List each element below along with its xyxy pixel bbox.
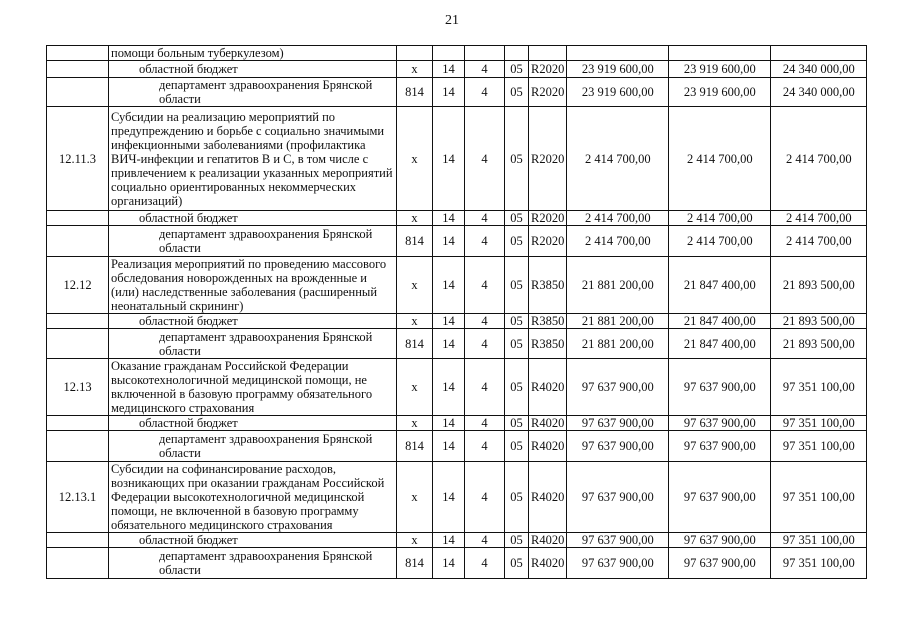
table-row: [47, 329, 867, 359]
section-code-cell: 14: [433, 61, 465, 78]
row-name-cell: помощи больным туберкулезом): [109, 46, 397, 61]
row-number-cell: [47, 314, 109, 329]
target-article-code-cell: R4020: [529, 416, 567, 431]
amount-year-1-cell: 97 637 900,00: [567, 533, 669, 548]
grbs-code-cell: x: [397, 61, 433, 78]
row-name-cell: Оказание гражданам Российской Федерации высокотехнологичной медицинской помощи, не включенной в базовую программу обязательного медицинского страхования: [109, 359, 397, 416]
row-number-cell: 12.12: [47, 257, 109, 314]
grbs-code-cell: x: [397, 359, 433, 416]
amount-year-1-cell: 97 637 900,00: [567, 548, 669, 579]
amount-year-2-cell: 21 847 400,00: [669, 257, 771, 314]
target-article-code-cell: R3850: [529, 329, 567, 359]
section-code-cell: 14: [433, 257, 465, 314]
subsection-code-cell: 4: [465, 431, 505, 462]
section-code-cell: 14: [433, 78, 465, 107]
amount-year-3-cell: 97 351 100,00: [771, 431, 867, 462]
section-code-cell: 14: [433, 211, 465, 226]
amount-year-1-cell: 23 919 600,00: [567, 78, 669, 107]
subsection-code-cell: 4: [465, 61, 505, 78]
amount-year-1-cell: 2 414 700,00: [567, 211, 669, 226]
subsection-code-cell: 4: [465, 548, 505, 579]
amount-year-2-cell: 97 637 900,00: [669, 431, 771, 462]
amount-year-1-cell: 97 637 900,00: [567, 462, 669, 533]
program-code-cell: 05: [505, 226, 529, 257]
row-number-cell: [47, 61, 109, 78]
row-name-cell: департамент здравоохранения Брянской области: [109, 226, 397, 257]
amount-year-2-cell: 2 414 700,00: [669, 226, 771, 257]
row-name-cell: Субсидии на реализацию мероприятий по предупреждению и борьбе с социально значимыми инфекционными заболеваниями (профилактика ВИЧ-инфекции и гепатитов В и С, в том числе с привлечением к реализации указанных мероприятий социально ориентированных некоммерческих организаций): [109, 107, 397, 211]
grbs-code-cell: x: [397, 462, 433, 533]
amount-year-2-cell: 97 637 900,00: [669, 416, 771, 431]
amount-year-1-cell: 97 637 900,00: [567, 416, 669, 431]
amount-year-3-cell: [771, 46, 867, 61]
program-code-cell: 05: [505, 431, 529, 462]
row-number-cell: [47, 226, 109, 257]
amount-year-2-cell: 97 637 900,00: [669, 359, 771, 416]
table-row: [47, 462, 867, 533]
program-code-cell: 05: [505, 548, 529, 579]
grbs-code-cell: 814: [397, 78, 433, 107]
amount-year-3-cell: 2 414 700,00: [771, 211, 867, 226]
row-number-cell: [47, 46, 109, 61]
subsection-code-cell: 4: [465, 359, 505, 416]
program-code-cell: 05: [505, 107, 529, 211]
amount-year-1-cell: 23 919 600,00: [567, 61, 669, 78]
section-code-cell: 14: [433, 548, 465, 579]
amount-year-3-cell: 21 893 500,00: [771, 314, 867, 329]
target-article-code-cell: R2020: [529, 226, 567, 257]
amount-year-2-cell: 97 637 900,00: [669, 533, 771, 548]
grbs-code-cell: x: [397, 314, 433, 329]
table-row: [47, 533, 867, 548]
amount-year-1-cell: 97 637 900,00: [567, 431, 669, 462]
amount-year-3-cell: 97 351 100,00: [771, 548, 867, 579]
table-row: [47, 314, 867, 329]
grbs-code-cell: 814: [397, 548, 433, 579]
grbs-code-cell: 814: [397, 431, 433, 462]
program-code-cell: [505, 46, 529, 61]
subsection-code-cell: 4: [465, 107, 505, 211]
table-row: [47, 416, 867, 431]
row-name-cell: областной бюджет: [109, 416, 397, 431]
section-code-cell: [433, 46, 465, 61]
row-name-cell: областной бюджет: [109, 61, 397, 78]
section-code-cell: 14: [433, 431, 465, 462]
section-code-cell: 14: [433, 416, 465, 431]
grbs-code-cell: x: [397, 211, 433, 226]
target-article-code-cell: R3850: [529, 257, 567, 314]
budget-table: [46, 45, 867, 579]
row-name-cell: департамент здравоохранения Брянской области: [109, 329, 397, 359]
table-row: [47, 107, 867, 211]
grbs-code-cell: x: [397, 533, 433, 548]
section-code-cell: 14: [433, 329, 465, 359]
target-article-code-cell: [529, 46, 567, 61]
amount-year-3-cell: 21 893 500,00: [771, 329, 867, 359]
amount-year-1-cell: 21 881 200,00: [567, 329, 669, 359]
subsection-code-cell: 4: [465, 416, 505, 431]
table-row: [47, 46, 867, 61]
grbs-code-cell: 814: [397, 329, 433, 359]
amount-year-3-cell: 2 414 700,00: [771, 107, 867, 211]
section-code-cell: 14: [433, 226, 465, 257]
table-row: [47, 78, 867, 107]
amount-year-2-cell: 97 637 900,00: [669, 548, 771, 579]
subsection-code-cell: 4: [465, 533, 505, 548]
target-article-code-cell: R3850: [529, 314, 567, 329]
amount-year-2-cell: 2 414 700,00: [669, 211, 771, 226]
grbs-code-cell: x: [397, 257, 433, 314]
table-row: [47, 211, 867, 226]
amount-year-3-cell: 97 351 100,00: [771, 416, 867, 431]
target-article-code-cell: R2020: [529, 78, 567, 107]
grbs-code-cell: x: [397, 416, 433, 431]
table-row: [47, 61, 867, 78]
amount-year-2-cell: 2 414 700,00: [669, 107, 771, 211]
amount-year-1-cell: 21 881 200,00: [567, 314, 669, 329]
program-code-cell: 05: [505, 257, 529, 314]
table-row: [47, 226, 867, 257]
row-name-cell: департамент здравоохранения Брянской области: [109, 548, 397, 579]
row-number-cell: [47, 533, 109, 548]
program-code-cell: 05: [505, 61, 529, 78]
subsection-code-cell: 4: [465, 78, 505, 107]
row-name-cell: Субсидии на софинансирование расходов, возникающих при оказании гражданам Российской Федерации высокотехнологичной медицинской помощи, не включенной в базовую программу обязательного медицинского страхования: [109, 462, 397, 533]
page-number: 21: [445, 13, 459, 28]
target-article-code-cell: R4020: [529, 431, 567, 462]
amount-year-1-cell: 97 637 900,00: [567, 359, 669, 416]
row-number-cell: [47, 78, 109, 107]
program-code-cell: 05: [505, 78, 529, 107]
row-name-cell: областной бюджет: [109, 314, 397, 329]
row-number-cell: [47, 329, 109, 359]
row-number-cell: [47, 548, 109, 579]
row-number-cell: 12.13: [47, 359, 109, 416]
subsection-code-cell: 4: [465, 211, 505, 226]
target-article-code-cell: R4020: [529, 533, 567, 548]
row-name-cell: Реализация мероприятий по проведению массового обследования новорожденных на врожденные и (или) наследственные заболевания (расширенный неонатальный скрининг): [109, 257, 397, 314]
program-code-cell: 05: [505, 329, 529, 359]
section-code-cell: 14: [433, 107, 465, 211]
section-code-cell: 14: [433, 462, 465, 533]
amount-year-1-cell: 2 414 700,00: [567, 107, 669, 211]
grbs-code-cell: [397, 46, 433, 61]
amount-year-3-cell: 2 414 700,00: [771, 226, 867, 257]
row-name-cell: департамент здравоохранения Брянской области: [109, 431, 397, 462]
subsection-code-cell: [465, 46, 505, 61]
row-number-cell: [47, 431, 109, 462]
amount-year-3-cell: 97 351 100,00: [771, 533, 867, 548]
amount-year-2-cell: 23 919 600,00: [669, 61, 771, 78]
subsection-code-cell: 4: [465, 257, 505, 314]
table-row: [47, 359, 867, 416]
target-article-code-cell: R2020: [529, 107, 567, 211]
amount-year-2-cell: [669, 46, 771, 61]
program-code-cell: 05: [505, 211, 529, 226]
amount-year-2-cell: 21 847 400,00: [669, 329, 771, 359]
amount-year-3-cell: 21 893 500,00: [771, 257, 867, 314]
row-name-cell: областной бюджет: [109, 533, 397, 548]
table-row: [47, 548, 867, 579]
program-code-cell: 05: [505, 416, 529, 431]
row-number-cell: 12.13.1: [47, 462, 109, 533]
amount-year-3-cell: 24 340 000,00: [771, 78, 867, 107]
amount-year-3-cell: 97 351 100,00: [771, 359, 867, 416]
program-code-cell: 05: [505, 359, 529, 416]
amount-year-1-cell: [567, 46, 669, 61]
amount-year-3-cell: 24 340 000,00: [771, 61, 867, 78]
row-number-cell: [47, 416, 109, 431]
target-article-code-cell: R2020: [529, 211, 567, 226]
program-code-cell: 05: [505, 314, 529, 329]
target-article-code-cell: R4020: [529, 548, 567, 579]
row-number-cell: [47, 211, 109, 226]
row-number-cell: 12.11.3: [47, 107, 109, 211]
table-row: [47, 431, 867, 462]
grbs-code-cell: x: [397, 107, 433, 211]
target-article-code-cell: R4020: [529, 359, 567, 416]
section-code-cell: 14: [433, 359, 465, 416]
program-code-cell: 05: [505, 462, 529, 533]
amount-year-2-cell: 23 919 600,00: [669, 78, 771, 107]
amount-year-1-cell: 21 881 200,00: [567, 257, 669, 314]
subsection-code-cell: 4: [465, 329, 505, 359]
subsection-code-cell: 4: [465, 226, 505, 257]
row-name-cell: департамент здравоохранения Брянской области: [109, 78, 397, 107]
row-name-cell: областной бюджет: [109, 211, 397, 226]
subsection-code-cell: 4: [465, 314, 505, 329]
amount-year-2-cell: 97 637 900,00: [669, 462, 771, 533]
amount-year-3-cell: 97 351 100,00: [771, 462, 867, 533]
amount-year-2-cell: 21 847 400,00: [669, 314, 771, 329]
target-article-code-cell: R4020: [529, 462, 567, 533]
subsection-code-cell: 4: [465, 462, 505, 533]
program-code-cell: 05: [505, 533, 529, 548]
table-row: [47, 257, 867, 314]
target-article-code-cell: R2020: [529, 61, 567, 78]
section-code-cell: 14: [433, 314, 465, 329]
section-code-cell: 14: [433, 533, 465, 548]
amount-year-1-cell: 2 414 700,00: [567, 226, 669, 257]
grbs-code-cell: 814: [397, 226, 433, 257]
